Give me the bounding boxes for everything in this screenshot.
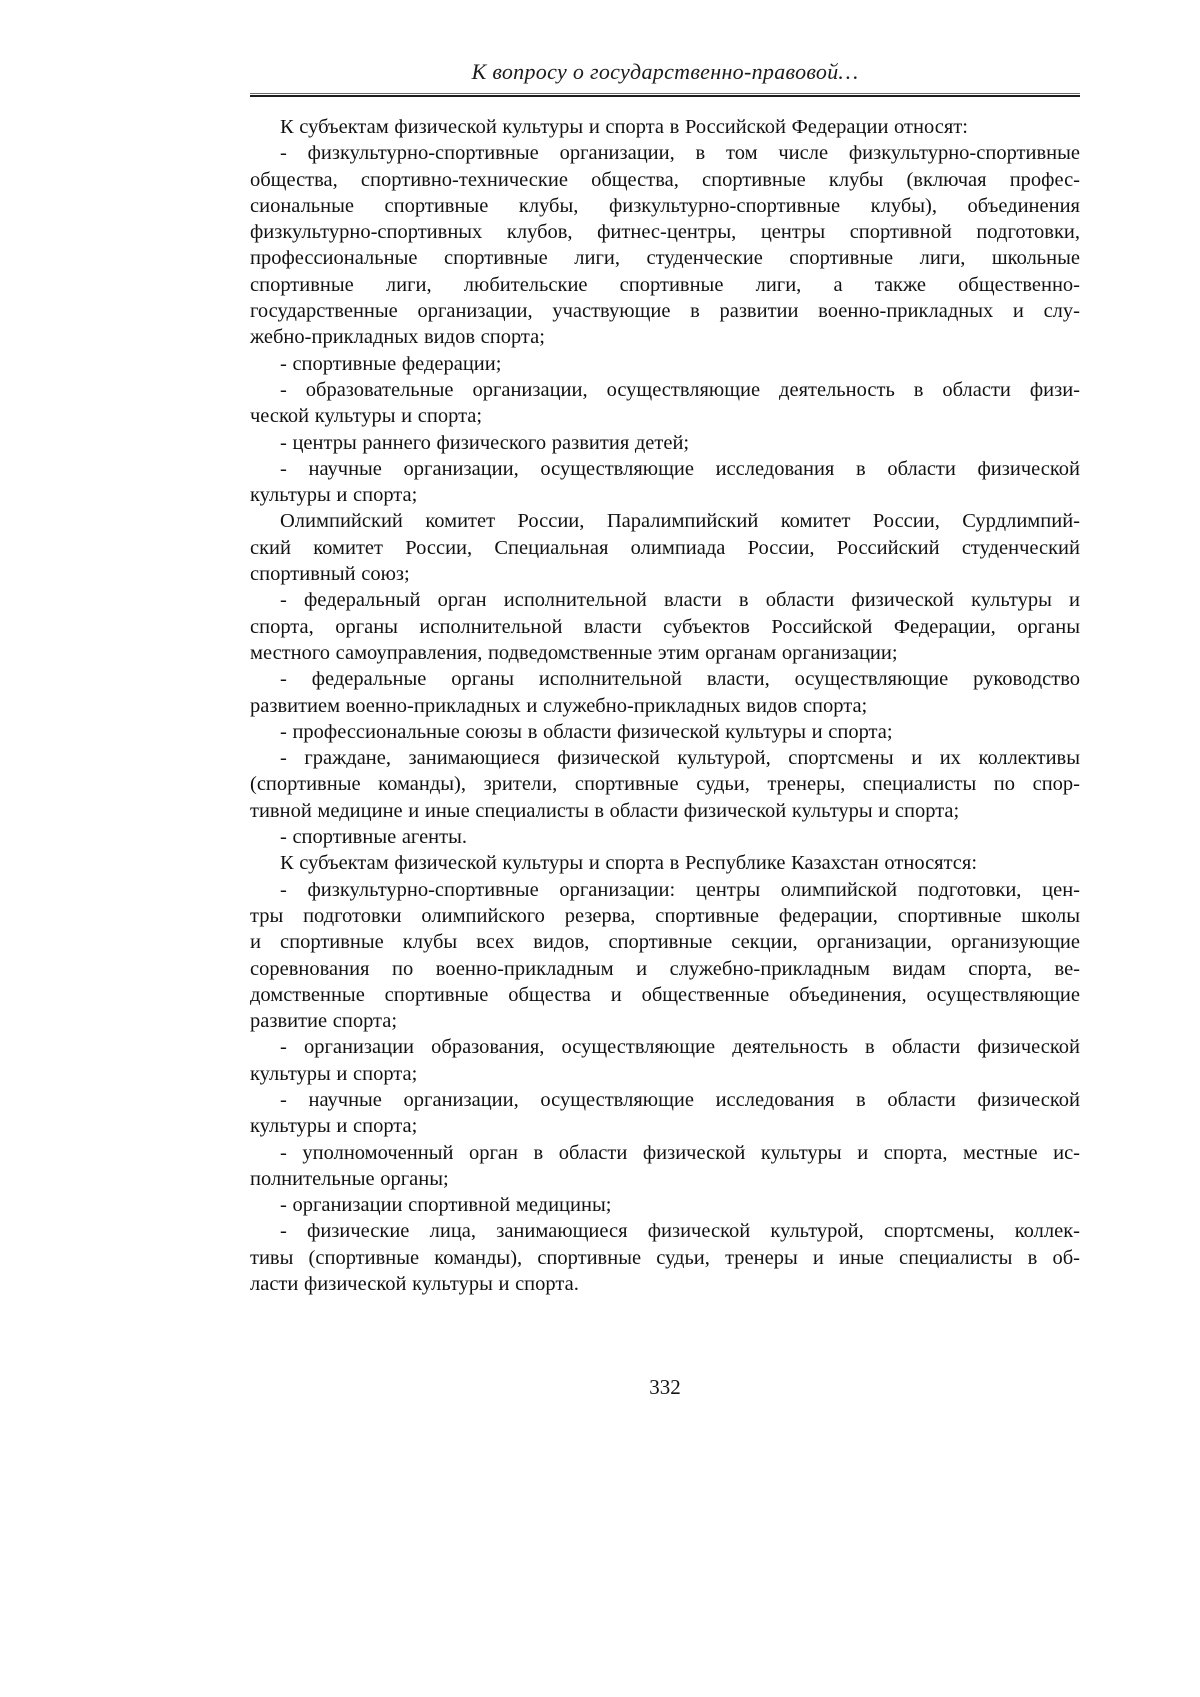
text-line: культуры и спорта; — [250, 1062, 418, 1085]
text-line: ский комитет России, Специальная олимпиада России, Российский студенческий — [250, 536, 1080, 559]
text-line: жебно-прикладных видов спорта; — [250, 326, 545, 349]
text-line: К субъектам физической культуры и спорта в Республике Казахстан относятся: — [280, 852, 978, 875]
text-line: - граждане, занимающиеся физической культурой, спортсмены и их коллективы — [280, 747, 1080, 770]
text-line: развитие спорта; — [250, 1010, 398, 1033]
text-line: К субъектам физической культуры и спорта в Российской Федерации относят: — [280, 116, 968, 138]
paragraph — [250, 140, 1080, 350]
text-line: физкультурно-спортивных клубов, фитнес-центры, центры спортивной подготовки, — [250, 221, 1080, 244]
text-line: - физкультурно-спортивные организации, в том числе физкультурно-спортивные — [280, 142, 1080, 165]
paragraph — [250, 1192, 1080, 1218]
paragraph — [250, 1140, 1080, 1193]
paragraph — [250, 508, 1080, 587]
header-rule — [250, 93, 1080, 97]
text-line: - научные организации, осуществляющие исследования в области физической — [280, 1088, 1080, 1111]
text-line: соревнования по военно-прикладным и служебно-прикладным видам спорта, ве- — [250, 957, 1080, 980]
paragraph — [250, 456, 1080, 509]
text-line: - центры раннего физического развития детей; — [280, 431, 690, 454]
text-line: - физические лица, занимающиеся физической культурой, спортсмены, коллек- — [280, 1220, 1080, 1243]
paragraph — [250, 1087, 1080, 1140]
text-line: - научные организации, осуществляющие исследования в области физической — [280, 457, 1080, 480]
paragraph — [250, 745, 1080, 824]
text-line: (спортивные команды), зрители, спортивные судьи, тренеры, специалисты по спор- — [250, 773, 1080, 796]
running-header — [250, 0, 1080, 97]
paragraph — [250, 377, 1080, 430]
text-line: - профессиональные союзы в области физической культуры и спорта; — [280, 720, 893, 743]
paragraph — [250, 1034, 1080, 1087]
text-line: полнительные органы; — [250, 1167, 449, 1190]
text-line: развитием военно-прикладных и служебно-прикладных видов спорта; — [250, 694, 868, 717]
paragraph — [250, 587, 1080, 666]
article-body — [250, 114, 1080, 1297]
text-line: тивной медицине и иные специалисты в области физической культуры и спорта; — [250, 799, 960, 822]
text-line: тры подготовки олимпийского резерва, спортивные федерации, спортивные школы — [250, 904, 1080, 927]
text-line: домственные спортивные общества и общественные объединения, осуществляющие — [250, 983, 1080, 1006]
text-line: - спортивные агенты. — [280, 826, 467, 849]
paragraph — [250, 351, 1080, 377]
text-line: общества, спортивно-технические общества, спортивные клубы (включая профес- — [250, 168, 1080, 191]
text-line: - образовательные организации, осуществляющие деятельность в области физи- — [280, 378, 1080, 401]
text-line: - уполномоченный орган в области физической культуры и спорта, местные ис- — [280, 1141, 1080, 1164]
text-line: государственные организации, участвующие в развитии военно-прикладных и слу- — [250, 300, 1080, 323]
text-line: - организации образования, осуществляющие деятельность в области физической — [280, 1036, 1080, 1059]
text-line: - федеральный орган исполнительной власти в области физической культуры и — [280, 589, 1080, 612]
text-line: ческой культуры и спорта; — [250, 405, 483, 428]
paragraph — [250, 1218, 1080, 1297]
paragraph — [250, 430, 1080, 456]
text-line: - физкультурно-спортивные организации: центры олимпийской подготовки, цен- — [280, 878, 1080, 901]
text-line: - организации спортивной медицины; — [280, 1194, 612, 1217]
text-line: спортивный союз; — [250, 563, 410, 586]
paragraph — [250, 719, 1080, 745]
text-line: сиональные спортивные клубы, физкультурно-спортивные клубы), объединения — [250, 194, 1080, 217]
page-number: 332 — [649, 1375, 681, 1400]
text-line: тивы (спортивные команды), спортивные судьи, тренеры и иные специалисты в об- — [250, 1246, 1080, 1269]
text-line: Олимпийский комитет России, Паралимпийский комитет России, Сурдлимпий- — [280, 510, 1080, 533]
paragraph — [250, 877, 1080, 1035]
paragraph — [250, 666, 1080, 719]
text-line: культуры и спорта; — [250, 484, 418, 507]
paragraph — [250, 850, 1080, 876]
running-title: К вопросу о государственно-правовой… — [471, 59, 859, 84]
text-line: профессиональные спортивные лиги, студенческие спортивные лиги, школьные — [250, 247, 1080, 270]
paragraph — [250, 114, 1080, 140]
text-line: культуры и спорта; — [250, 1115, 418, 1138]
text-line: местного самоуправления, подведомственные этим органам организации; — [250, 641, 898, 664]
text-line: спорта, органы исполнительной власти субъектов Российской Федерации, органы — [250, 615, 1080, 638]
text-line: и спортивные клубы всех видов, спортивные секции, организации, организующие — [250, 931, 1080, 954]
text-line: - спортивные федерации; — [280, 352, 502, 375]
text-line: спортивные лиги, любительские спортивные лиги, а также общественно- — [250, 273, 1080, 296]
text-line: - федеральные органы исполнительной власти, осуществляющие руководство — [280, 668, 1080, 691]
paragraph — [250, 824, 1080, 850]
text-line: ласти физической культуры и спорта. — [250, 1273, 579, 1296]
